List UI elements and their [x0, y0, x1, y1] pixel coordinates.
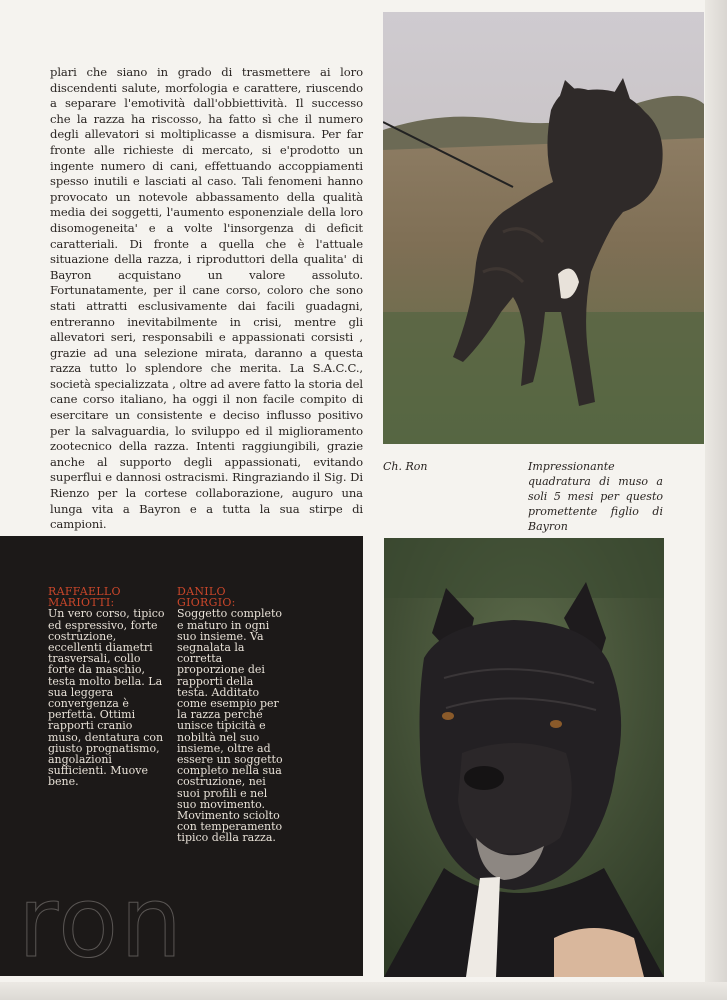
page-edge-right — [705, 0, 727, 1000]
judge-text: Soggetto completo e maturo in ogni suo insieme. Va segnalata la corretta proporzione dei rapporti della testa. Additato come esempio per la razza perché unisce tipicità e nobiltà nel suo insieme, oltre ad essere un soggetto completo nella sua costruzione, nei suoi profili e nel suo movimento. Movimento sciolto con temperamento tipico della razza. — [177, 607, 283, 845]
photo-caption-ch-ron: Ch. Ron — [383, 460, 428, 473]
judge-name: DANILO GIORGIO: — [177, 585, 236, 610]
article-body-text: plari che siano in grado di trasmettere ai loro discendenti salute, morfologia e carattere, riuscendo a separare l'emotività dall'obbiettività. Il successo che la razza ha riscosso, ha fatto sì che il numero degli allevatori si moltiplicasse a dismisura. Per far fronte alle richieste di mercato, si e'prodotto un ingente numero di cani, effettuando accoppiamenti spesso inutili e lasciati al caso. Tali fenomeni hanno provocato un notevole abbassamento della qualità media dei soggetti, l'aumento esponenziale della loro disomogeneita' e a volte l'insorgenza di deficit caratteriali. Di fronte a quella che è l'attuale situazione della razza, i riproduttori della qualita' di Bayron acquistano un valore assoluto. Fortunatamente, per il cane corso, coloro che sono stati attratti esclusivamente dai facili guadagni, entreranno inevitabilmente in crisi, mentre gli allevatori seri, responsabili e appassionati corsisti , grazie ad una selezione mirata, daranno a questa razza tutto lo splendore che merita. La S.A.C.C., società specializzata , oltre ad avere fatto la storia del cane corso italiano, ha oggi il non facile compito di esercitare un consistente e deciso influsso positivo per la salvaguardia, lo sviluppo ed il miglioramento zootecnico della razza. Intenti raggiungibili, grazie anche al supporto degli appassionati, evitando superflui e dannosi ostracismi. Ringraziando il Sig. Di Rienzo per la cortese collaborazione, auguro una lunga vita a Bayron e a tutta la sua stirpe di campioni. — [50, 65, 363, 532]
judge-comment-mariotti — [48, 586, 166, 788]
judge-text: Un vero corso, tipico ed espressivo, forte costruzione, eccellenti diametri trasversali, collo forte da maschio, testa molto bella. La sua leggera convergenza è perfetta. Ottimi rapporti cranio muso, dentatura con giusto prognatismo, angolazioni sufficienti. Muove bene. — [48, 607, 165, 789]
judge-comment-giorgio — [177, 586, 285, 844]
photo-caption-description: Impressionante quadratura di muso a soli 5 mesi per questo promettente figlio di Bayron — [528, 460, 663, 533]
photo-standing-dog — [383, 12, 704, 444]
panel-background-word: ron — [18, 866, 185, 976]
page-edge-bottom — [0, 982, 727, 1000]
judges-panel — [0, 536, 363, 976]
judge-name: RAFFAELLO MARIOTTI: — [48, 585, 121, 610]
photo-dog-head — [384, 538, 664, 977]
